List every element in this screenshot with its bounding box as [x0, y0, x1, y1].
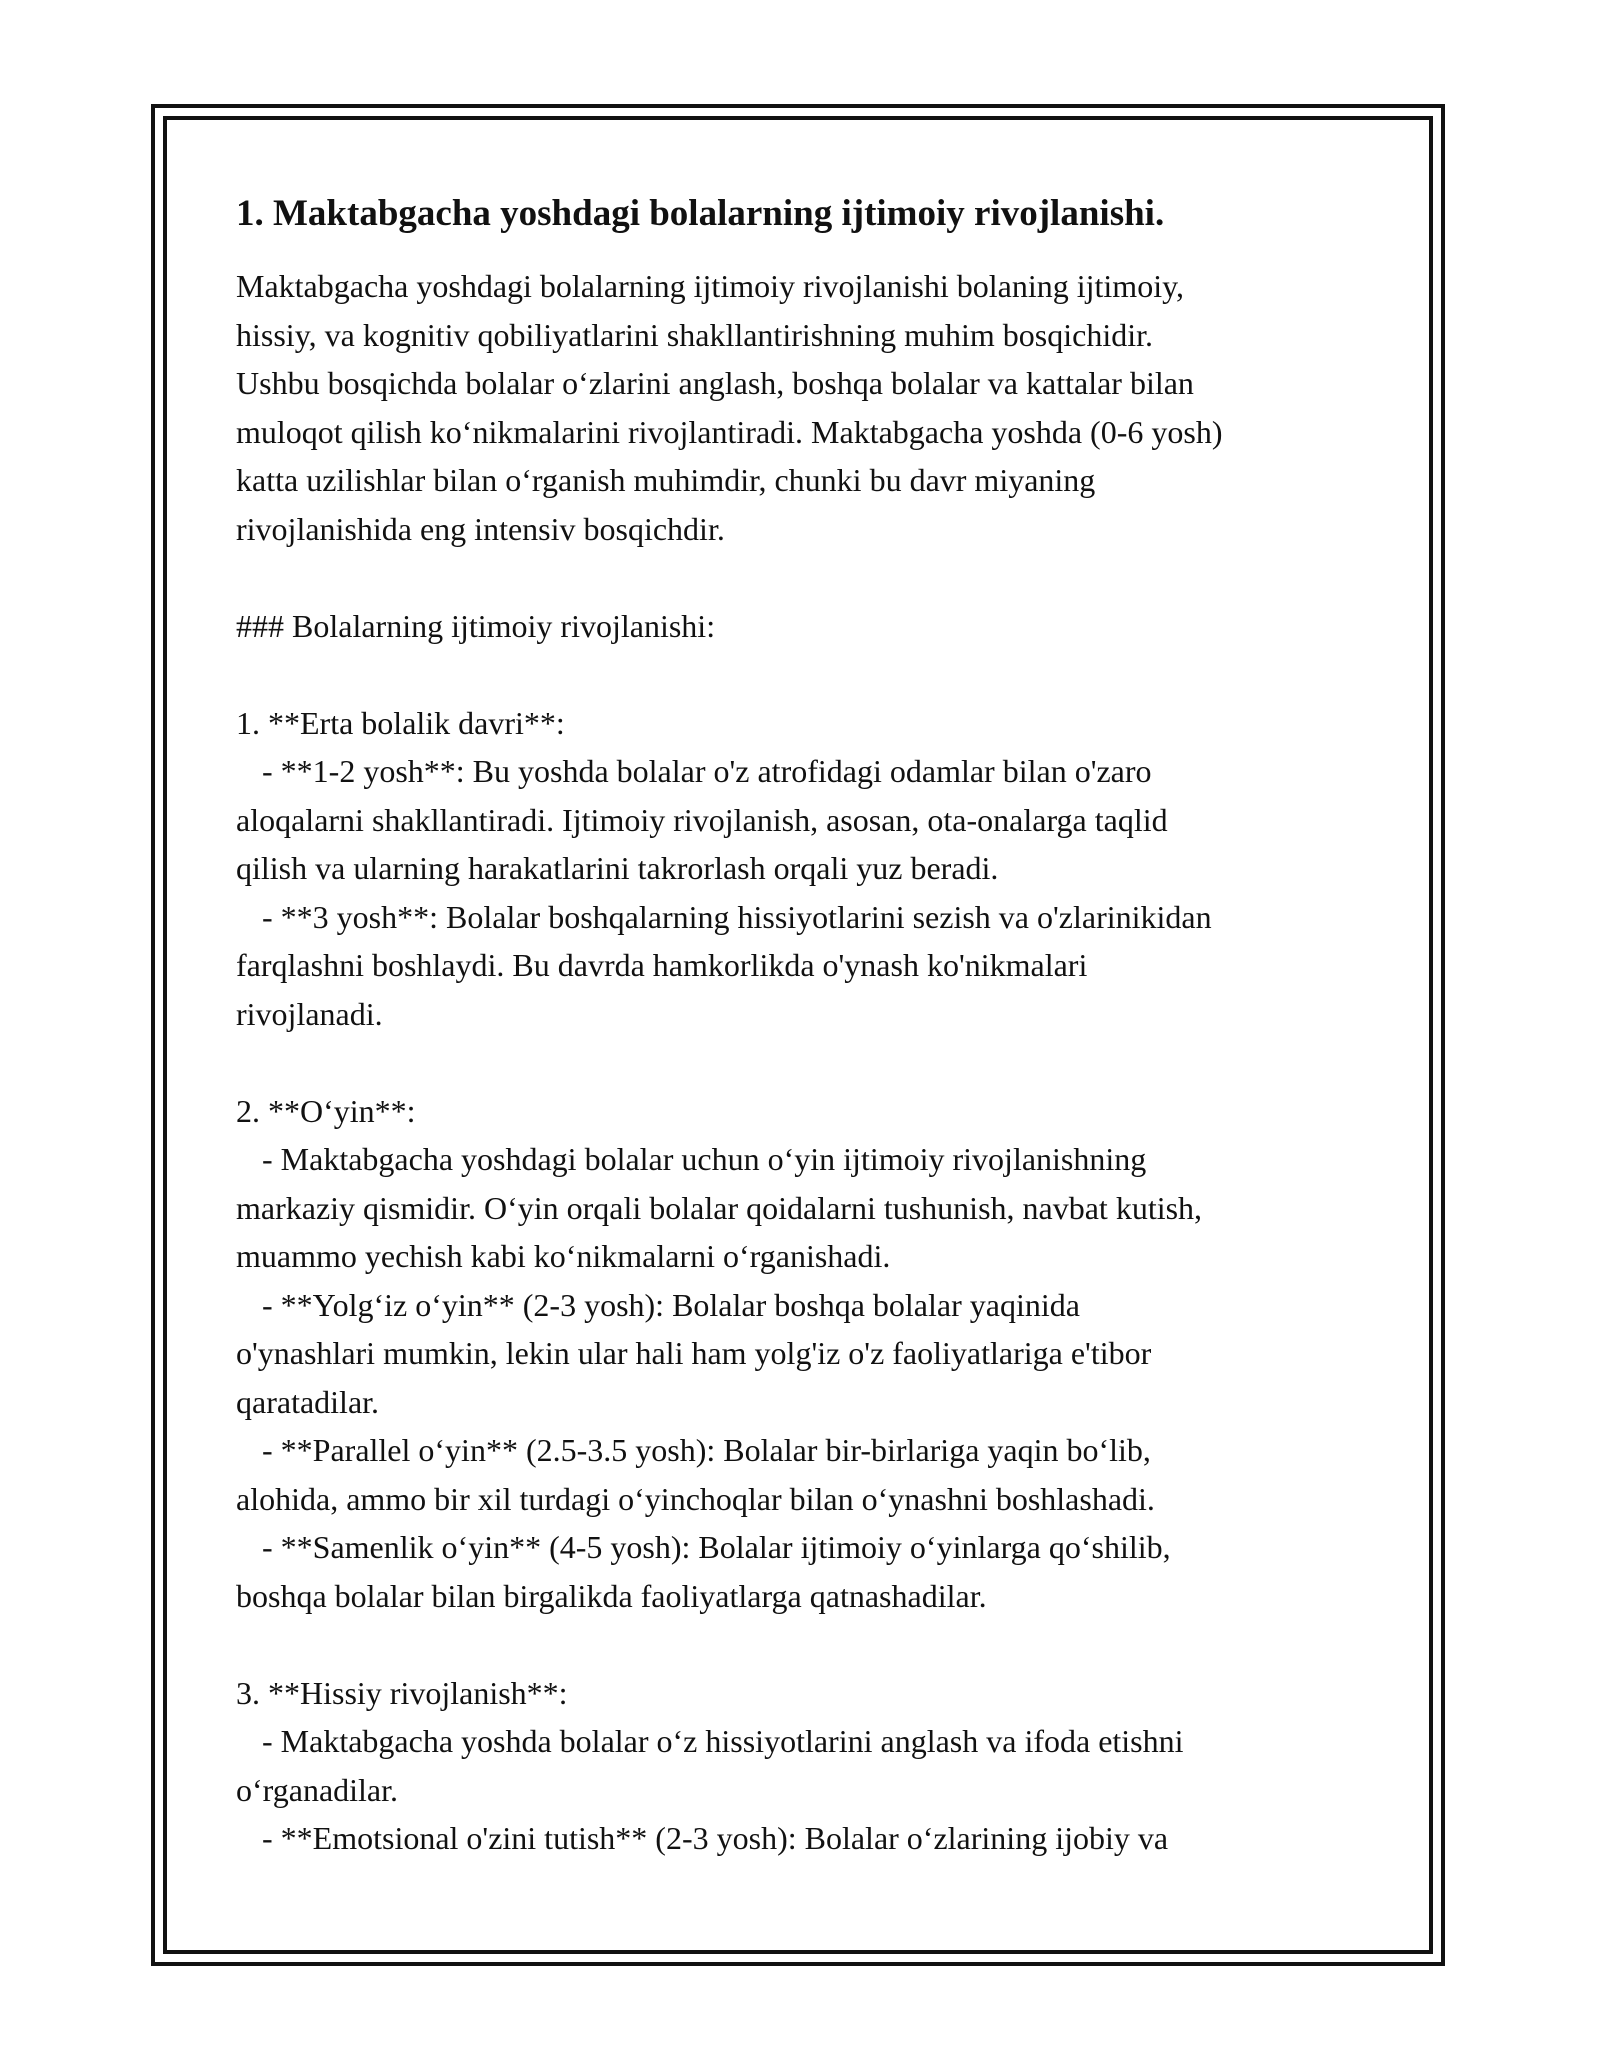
paragraph-gap	[236, 1038, 1386, 1087]
intro-line: katta uzilishlar bilan o‘rganish muhimdir, chunki bu davr miyaning	[236, 462, 1096, 498]
list-item-line: qaratadilar.	[236, 1383, 380, 1420]
list-item-line: farqlashni boshlaydi. Bu davrda hamkorlikda o'ynash ko'nikmalari	[236, 947, 1088, 983]
intro-line: Maktabgacha yoshdagi bolalarning ijtimoiy rivojlanishi bolaning ijtimoiy,	[236, 268, 1184, 304]
intro-line: hissiy, va kognitiv qobiliyatlarini shakllantirishning muhim bosqichidir.	[236, 316, 1153, 353]
list-item-line: alohida, ammo bir xil turdagi o‘yinchoqlar bilan o‘ynashni boshlashadi.	[236, 1480, 1155, 1517]
paragraph-gap	[236, 650, 1386, 699]
section-heading-hissiy-rivojlanish: 3. **Hissiy rivojlanish**:	[236, 1674, 568, 1711]
intro-paragraph	[236, 262, 1386, 1863]
paragraph-gap	[236, 553, 1386, 602]
intro-line: muloqot qilish ko‘nikmalarini rivojlantiradi. Maktabgacha yoshda (0-6 yosh)	[236, 413, 1223, 450]
subheading: ### Bolalarning ijtimoiy rivojlanishi:	[236, 607, 716, 644]
list-item-line: - **1-2 yosh**: Bu yoshda bolalar o'z atrofidagi odamlar bilan o'zaro	[262, 753, 1152, 789]
document-body	[236, 190, 1386, 1863]
list-item-line: o‘rganadilar.	[236, 1771, 399, 1808]
list-item-line: muammo yechish kabi ko‘nikmalarni o‘rganishadi.	[236, 1238, 891, 1274]
list-item-line: rivojlanadi.	[236, 995, 383, 1032]
document-title: 1. Maktabgacha yoshdagi bolalarning ijtimoiy rivojlanishi.	[236, 193, 1165, 234]
list-item-line: - **Yolg‘iz o‘yin** (2-3 yosh): Bolalar boshqa bolalar yaqinida	[262, 1286, 1080, 1323]
list-item-line: markaziy qismidir. O‘yin orqali bolalar qoidalarni tushunish, navbat kutish,	[236, 1189, 1203, 1226]
list-item-line: qilish va ularning harakatlarini takrorlash orqali yuz beradi.	[236, 850, 999, 886]
list-item-line: - **Emotsional o'zini tutish** (2-3 yosh): Bolalar o‘zlarining ijobiy va	[262, 1820, 1169, 1856]
list-item-line: o'ynashlari mumkin, lekin ular hali ham yolg'iz o'z faoliyatlariga e'tibor	[236, 1335, 1152, 1371]
paragraph-gap	[236, 1620, 1386, 1669]
list-item-line: - Maktabgacha yoshdagi bolalar uchun o‘yin ijtimoiy rivojlanishning	[262, 1141, 1147, 1177]
list-item-line: - **Parallel o‘yin** (2.5-3.5 yosh): Bolalar bir-birlariga yaqin bo‘lib,	[262, 1432, 1151, 1468]
section-heading-oyin: 2. **O‘yin**:	[236, 1092, 416, 1129]
intro-line: Ushbu bosqichda bolalar o‘zlarini anglash, boshqa bolalar va kattalar bilan	[236, 365, 1194, 401]
list-item-line: aloqalarni shakllantiradi. Ijtimoiy rivojlanish, asosan, ota-onalarga taqlid	[236, 801, 1168, 838]
list-item-line: - **3 yosh**: Bolalar boshqalarning hissiyotlarini sezish va o'zlarinikidan	[262, 898, 1212, 935]
list-item-line: boshqa bolalar bilan birgalikda faoliyatlarga qatnashadilar.	[236, 1577, 987, 1614]
intro-line: rivojlanishida eng intensiv bosqichdir.	[236, 510, 725, 547]
section-heading-erta-bolalik: 1. **Erta bolalik davri**:	[236, 704, 565, 741]
list-item-line: - Maktabgacha yoshda bolalar o‘z hissiyotlarini anglash va ifoda etishni	[262, 1723, 1184, 1759]
list-item-line: - **Samenlik o‘yin** (4-5 yosh): Bolalar ijtimoiy o‘yinlarga qo‘shilib,	[262, 1529, 1171, 1565]
